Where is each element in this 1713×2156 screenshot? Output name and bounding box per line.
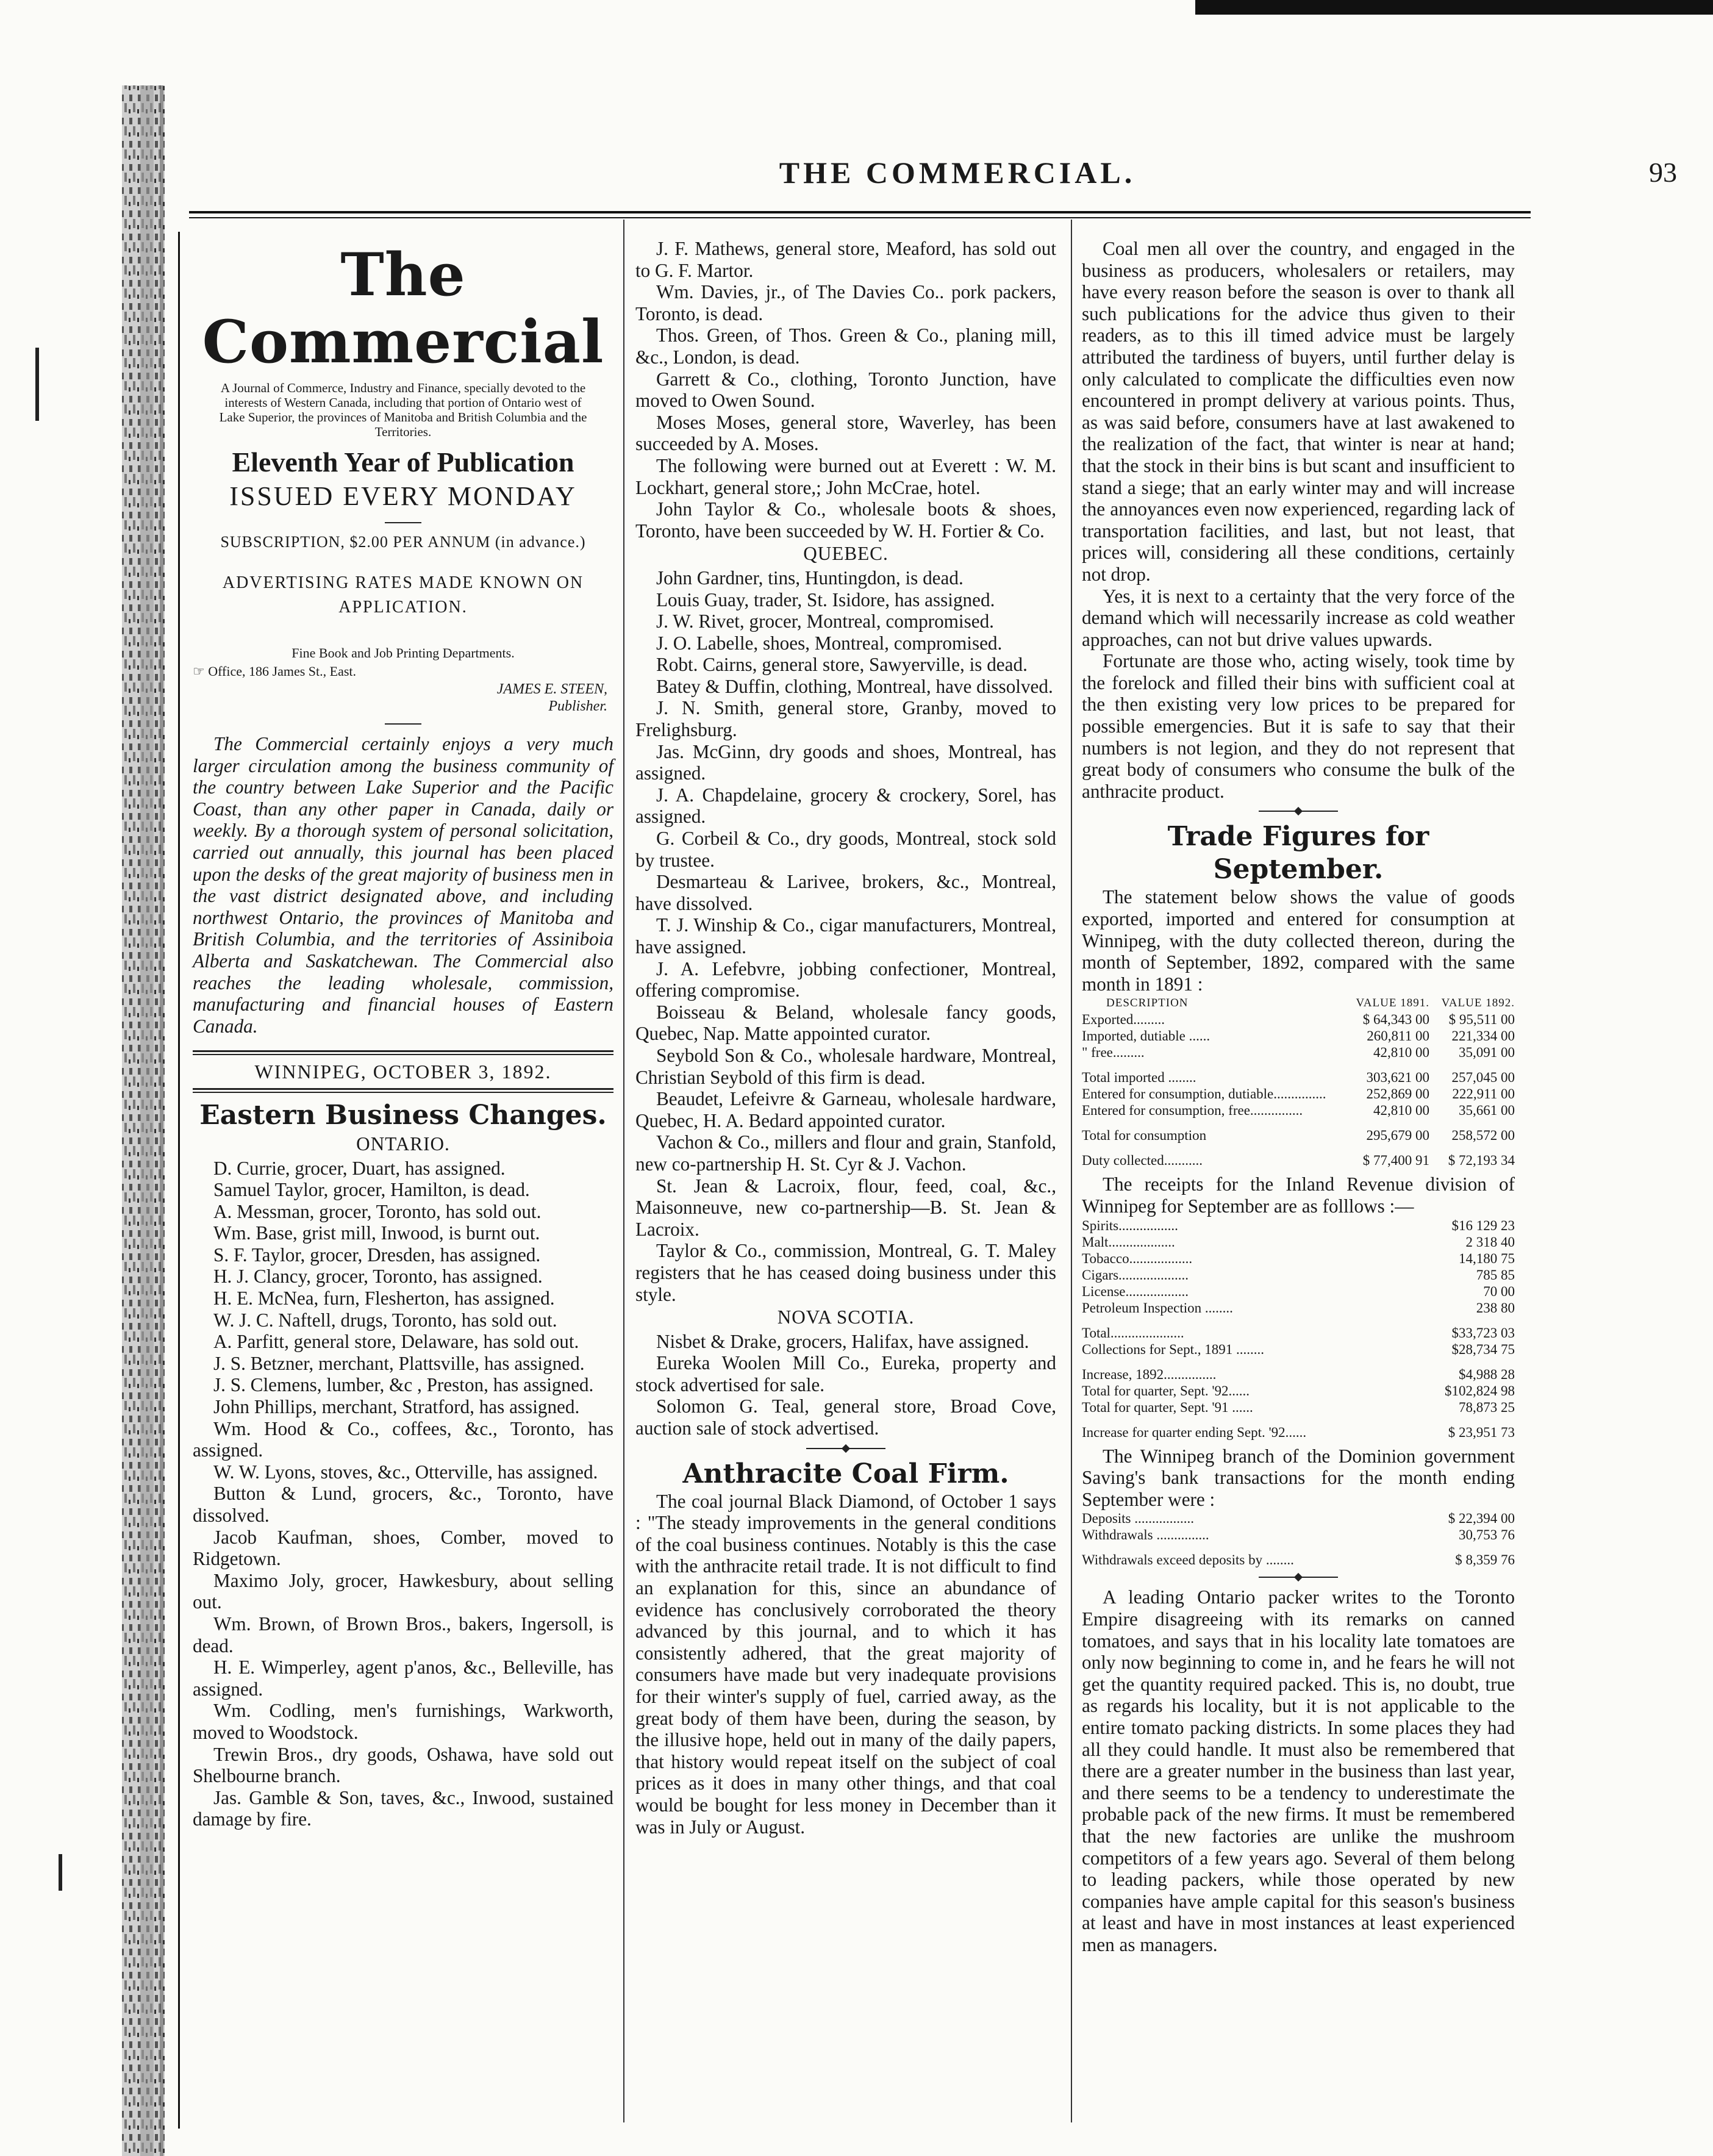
anthracite-heading: Anthracite Coal Firm. <box>682 1458 1009 1489</box>
list-item: Solomon G. Teal, general store, Broad Cove, auction sale of stock advertised. <box>635 1395 1056 1439</box>
table-row <box>1082 1543 1515 1568</box>
list-item: John Phillips, merchant, Stratford, has assigned. <box>213 1396 580 1418</box>
table-row <box>1082 1144 1515 1169</box>
trade-figures-table <box>1082 995 1515 1169</box>
office-address <box>193 662 613 681</box>
list-item: Wm. Codling, men's furnishings, Warkworth, moved to Woodstock. <box>193 1700 613 1743</box>
table-row <box>1082 1250 1515 1267</box>
table-row <box>1082 1383 1515 1399</box>
table-row <box>1082 1316 1515 1341</box>
list-item: J. O. Labelle, shoes, Montreal, compromised. <box>656 632 1003 654</box>
anthracite-paragraph: The coal journal Black Diamond, of October 1 says : "The steady improvements in the general conditions of the coal business continues. Notably is this the case with the anthracite retail trade. It is not difficult to find an explanation for this, since an abundance of evidence has conclusively corroborated the theory advanced by this journal, and to which it has consistently adhered, that the great majority of consumers have made but very inadequate provisions for their winter's supply of fuel, carried away, as the great body of them have been, during the season, by the illusive hope, held out in many of the daily papers, that history would repeat itself on the subject of coal prices as it does in many other things, and that coal would be bought for less money in December than it was in July or August. <box>635 1490 1056 1838</box>
anthracite-paragraph: Coal men all over the country, and engaged in the business as producers, wholesalers or retailers, may have every reason before the season is over to thank all such publications for the advice thus given to their readers, as to this ill timed advice must be largely attributed the tardiness of buyers, until further delay is only calculated to complicate the difficulties even now encountered in prompt delivery at various points. Thus, as was said before, consumers have at last awakened to the realization of the fact, that winter is near at hand; that the stock in their bins is but scant and insufficient to stand a siege; that an early winter may and will increase the annoyances even now experienced, regarding lack of transportation facilities, and last, but not least, that prices will, considering all these conditions, certainly not drop. <box>1082 238 1515 585</box>
list-item: Beaudet, Lefeivre & Garneau, wholesale hardware, Quebec, H. A. Bedard appointed curator. <box>635 1088 1056 1131</box>
row-label: Withdrawals ............... <box>1082 1527 1209 1543</box>
row-value: $ 23,951 73 <box>1448 1424 1515 1440</box>
receipt-rows <box>1082 1217 1515 1441</box>
savings-table <box>1082 1510 1515 1568</box>
scanned-page-edge <box>0 0 183 2156</box>
row-label: Petroleum Inspection ........ <box>1082 1300 1233 1316</box>
masthead-year: Eleventh Year of Publication <box>232 446 574 478</box>
publisher-title: Publisher. <box>548 698 607 714</box>
column-1 <box>193 238 613 1830</box>
list-item: D. Currie, grocer, Duart, has assigned. <box>213 1157 506 1179</box>
row-value: 14,180 75 <box>1459 1250 1515 1266</box>
list-item: H. J. Clancy, grocer, Toronto, has assigned. <box>213 1266 543 1288</box>
divider <box>385 522 421 523</box>
list-item: St. Jean & Lacroix, flour, feed, coal, &c., Maisonneuve, new co-partnership—B. St. Jean & Lacroix. <box>635 1175 1056 1240</box>
row-value: 35,661 00 <box>1459 1103 1515 1119</box>
list-item: Thos. Green, of Thos. Green & Co., planing mill, &c., London, is dead. <box>635 324 1056 368</box>
running-title: THE COMMERCIAL. <box>779 156 1136 190</box>
list-item: Taylor & Co., commission, Montreal, G. T. Maley registers that he has ceased doing business under this style. <box>635 1240 1056 1305</box>
list-item: H. E. Wimperley, agent p'anos, &c., Belleville, has assigned. <box>193 1656 613 1700</box>
list-item: Wm. Davies, jr., of The Davies Co.. pork packers, Toronto, is dead. <box>635 281 1056 324</box>
row-label: " free......... <box>1082 1045 1145 1061</box>
row-label: Deposits ................. <box>1082 1511 1194 1527</box>
row-value: $102,824 98 <box>1445 1383 1515 1399</box>
quebec-list <box>635 567 1056 1305</box>
row-label: Entered for consumption, dutiable............... <box>1082 1086 1326 1102</box>
publisher-name: JAMES E. STEEN, <box>496 681 607 697</box>
list-item: Batey & Duffin, clothing, Montreal, have dissolved. <box>656 675 1053 697</box>
row-value: $ 64,343 00 <box>1362 1012 1429 1028</box>
list-item: Trewin Bros., dry goods, Oshawa, have sold out Shelbourne branch. <box>193 1743 613 1787</box>
pointing-hand-icon: ☞ <box>193 664 205 679</box>
row-value: 303,621 00 <box>1366 1070 1429 1086</box>
row-value: $ 8,359 76 <box>1455 1552 1515 1568</box>
list-item: Garrett & Co., clothing, Toronto Junction, have moved to Owen Sound. <box>635 368 1056 412</box>
table-header-row <box>1082 995 1515 1011</box>
binding-mark <box>35 348 39 421</box>
row-value: 2 318 40 <box>1465 1234 1515 1250</box>
list-item: Louis Guay, trader, St. Isidore, has assigned. <box>656 589 995 611</box>
list-item: A. Parfitt, general store, Delaware, has sold out. <box>213 1331 579 1353</box>
row-label: Total..................... <box>1082 1325 1184 1341</box>
list-item: Moses Moses, general store, Waverley, has been succeeded by A. Moses. <box>635 411 1056 455</box>
row-label: Increase for quarter ending Sept. '92...... <box>1082 1424 1307 1440</box>
savings-rows <box>1082 1510 1515 1568</box>
row-value: $ 95,511 00 <box>1448 1012 1515 1028</box>
table-row <box>1082 1399 1515 1416</box>
section-separator <box>806 1448 885 1449</box>
table-header-cell: VALUE 1891. <box>1356 997 1429 1010</box>
receipts-intro: The receipts for the Inland Revenue division of Winnipeg for September are as folllows :— <box>1082 1173 1515 1217</box>
table-row <box>1082 1217 1515 1234</box>
list-item: J. F. Mathews, general store, Meaford, has sold out to G. F. Martor. <box>635 238 1056 281</box>
table-row <box>1082 1267 1515 1283</box>
ontario-subheading: ONTARIO. <box>356 1133 450 1155</box>
row-label: Increase, 1892............... <box>1082 1366 1217 1382</box>
table-row <box>1082 1341 1515 1358</box>
list-item: Wm. Hood & Co., coffees, &c., Toronto, has assigned. <box>193 1417 613 1461</box>
nova-scotia-subheading: NOVA SCOTIA. <box>777 1306 915 1328</box>
list-item: Jacob Kaufman, shoes, Comber, moved to Ridgetown. <box>193 1526 613 1570</box>
masthead <box>193 242 613 1037</box>
table-row <box>1082 1283 1515 1300</box>
row-label: Imported, dutiable ...... <box>1082 1028 1211 1044</box>
list-item: J. W. Rivet, grocer, Montreal, compromised. <box>656 611 994 632</box>
header-rule <box>189 217 1531 218</box>
list-item: G. Corbeil & Co., dry goods, Montreal, stock sold by trustee. <box>635 828 1056 871</box>
row-value: 221,334 00 <box>1451 1028 1515 1044</box>
column-rule <box>1071 220 1072 2122</box>
masthead-issued: ISSUED EVERY MONDAY <box>229 481 577 511</box>
table-row <box>1082 1119 1515 1144</box>
column-3 <box>1082 238 1515 1955</box>
list-item: S. F. Taylor, grocer, Dresden, has assigned. <box>213 1244 541 1266</box>
row-label: Total for quarter, Sept. '92...... <box>1082 1383 1250 1399</box>
list-item: Nisbet & Drake, grocers, Halifax, have assigned. <box>656 1330 1029 1352</box>
row-label: Tobacco.................. <box>1082 1250 1193 1266</box>
divider <box>385 723 421 725</box>
list-item: Maximo Joly, grocer, Hawkesbury, about selling out. <box>193 1569 613 1613</box>
row-label: Withdrawals exceed deposits by ........ <box>1082 1552 1294 1568</box>
row-value: 222,911 00 <box>1452 1086 1515 1102</box>
table-row <box>1082 1300 1515 1316</box>
subscription-price: SUBSCRIPTION, $2.00 PER ANNUM (in advance.) <box>220 533 586 551</box>
row-value: $33,723 03 <box>1451 1325 1515 1341</box>
table-row <box>1082 1358 1515 1383</box>
row-label: Exported......... <box>1082 1012 1165 1028</box>
ontario-list-continued <box>635 238 1056 542</box>
table-row <box>1082 1102 1515 1119</box>
table-row <box>1082 1234 1515 1250</box>
table-header-cell: DESCRIPTION <box>1106 997 1189 1010</box>
row-label: Total for quarter, Sept. '91 ...... <box>1082 1399 1253 1415</box>
circulation-notice: The Commercial certainly enjoys a very much larger circulation among the business community of the country between Lake Superior and the Pacific Coast, than any other paper in Canada, daily or weekly. By a thorough system of personal solicitation, carried out annually, this journal has been placed upon the desks of the great majority of business men in the vast district designated above, and including northwest Ontario, the provinces of Manitoba and British Columbia, and the territories of Assiniboia Alberta and Saskatchewan. The Commercial also reaches the leading wholesale, commission, manufacturing and financial houses of Eastern Canada. <box>193 733 613 1037</box>
row-value: 30,753 76 <box>1459 1527 1515 1543</box>
list-item: John Taylor & Co., wholesale boots & shoes, Toronto, have been succeeded by W. H. Fortier & Co. <box>635 498 1056 542</box>
trade-intro: The statement below shows the value of goods exported, imported and entered for consumption at Winnipeg, with the duty collected thereon, during the month of September, 1892, compared with the same month in 1891 : <box>1082 886 1515 995</box>
row-label: Total for consumption <box>1082 1128 1207 1144</box>
row-value: 258,572 00 <box>1451 1128 1515 1144</box>
table-header-cell: VALUE 1892. <box>1441 997 1515 1010</box>
column-2 <box>635 238 1056 1838</box>
row-value: 295,679 00 <box>1366 1128 1429 1144</box>
row-label: Duty collected........... <box>1082 1153 1203 1169</box>
list-item: Jas. Gamble & Son, taves, &c., Inwood, sustained damage by fire. <box>193 1786 613 1830</box>
list-item: Eureka Woolen Mill Co., Eureka, property and stock advertised for sale. <box>635 1352 1056 1395</box>
list-item: T. J. Winship & Co., cigar manufacturers, Montreal, have assigned. <box>635 914 1056 958</box>
row-value: $16 129 23 <box>1451 1217 1515 1233</box>
list-item: J. A. Chapdelaine, grocery & crockery, Sorel, has assigned. <box>635 784 1056 828</box>
masthead-title: The Commercial <box>202 240 604 376</box>
row-value: 42,810 00 <box>1373 1045 1429 1061</box>
row-value: 42,810 00 <box>1373 1103 1429 1119</box>
binding-mark <box>59 1854 62 1891</box>
row-value: 785 85 <box>1476 1267 1515 1283</box>
list-item: Jas. McGinn, dry goods and shoes, Montreal, has assigned. <box>635 740 1056 784</box>
row-value: $ 72,193 34 <box>1448 1153 1515 1169</box>
list-item: Button & Lund, grocers, &c., Toronto, have dissolved. <box>193 1483 613 1526</box>
list-item: Desmarteau & Larivee, brokers, &c., Montreal, have dissolved. <box>635 871 1056 914</box>
double-rule <box>193 1050 613 1055</box>
table-row <box>1082 1028 1515 1044</box>
list-item: Samuel Taylor, grocer, Hamilton, is dead. <box>213 1179 530 1201</box>
ontario-list <box>193 1158 613 1830</box>
tomato-paragraph: A leading Ontario packer writes to the Toronto Empire disagreeing with its remarks on canned tomatoes, and says that in his locality late tomatoes are only now beginning to come in, and he fears he will not get the quantity required packed. This is, no doubt, true as regards his locality, but it is not applicable to the entire tomato packing districts. In some places they had all they could handle. It must also be remembered that there are a greater number in the business than last year, and there seems to be a tendency to underestimate the probable pack of the new firms. It must be remembered that the new factories are unlike the mushroom competitors of a few years ago. Several of them belong to leading packers, while those operated by new companies have ample capital for this season's business at least and have in most instances at least experienced men as managers. <box>1082 1586 1515 1955</box>
printing-departments: Fine Book and Job Printing Departments. <box>291 645 515 661</box>
list-item: The following were burned out at Everett : W. M. Lockhart, general store,; John McCrae, hotel. <box>635 454 1056 498</box>
row-label: Spirits................. <box>1082 1217 1178 1233</box>
list-item: Robt. Cairns, general store, Sawyerville, is dead. <box>656 654 1028 676</box>
row-value: $4,988 28 <box>1459 1366 1515 1382</box>
row-label: Collections for Sept., 1891 ........ <box>1082 1341 1264 1357</box>
list-item: A. Messman, grocer, Toronto, has sold out. <box>213 1200 542 1222</box>
row-value: $ 77,400 91 <box>1362 1153 1429 1169</box>
page-number: 93 <box>1649 157 1677 188</box>
row-value: 238 80 <box>1476 1300 1515 1316</box>
list-item: J. N. Smith, general store, Granby, moved to Frelighsburg. <box>635 697 1056 741</box>
row-value: 257,045 00 <box>1451 1070 1515 1086</box>
list-item: W. J. C. Naftell, drugs, Toronto, has sold out. <box>213 1309 557 1331</box>
list-item: H. E. McNea, furn, Flesherton, has assigned. <box>213 1288 555 1309</box>
header-rule <box>189 211 1531 213</box>
row-value: 70 00 <box>1483 1283 1515 1299</box>
table-row <box>1082 1086 1515 1102</box>
scan-top-bar <box>1195 0 1713 15</box>
row-value: $28,734 75 <box>1451 1341 1515 1357</box>
masthead-description: A Journal of Commerce, Industry and Finance, specially devoted to the interests of Western Canada, including that portion of Ontario west of Lake Superior, the provinces of Manitoba and British Columbia and the Territories. <box>219 381 587 439</box>
section-separator <box>1259 1577 1338 1578</box>
running-head <box>183 155 1695 192</box>
row-label: Malt................... <box>1082 1234 1175 1250</box>
list-item: J. A. Lefebvre, jobbing confectioner, Montreal, offering compromise. <box>635 958 1056 1001</box>
receipts-table <box>1082 1217 1515 1441</box>
row-value: 78,873 25 <box>1459 1399 1515 1415</box>
table-row <box>1082 1061 1515 1086</box>
row-label: Cigars.................... <box>1082 1267 1189 1283</box>
nova-scotia-list <box>635 1331 1056 1439</box>
eastern-business-heading: Eastern Business Changes. <box>199 1099 607 1131</box>
row-value: 252,869 00 <box>1366 1086 1429 1102</box>
list-item: J. S. Clemens, lumber, &c , Preston, has assigned. <box>213 1374 594 1396</box>
advertising-rates: ADVERTISING RATES MADE KNOWN ON APPLICATION. <box>222 573 584 617</box>
list-item: Wm. Base, grist mill, Inwood, is burnt out. <box>213 1222 540 1244</box>
row-label: Entered for consumption, free............... <box>1082 1103 1303 1119</box>
savings-intro: The Winnipeg branch of the Dominion government Saving's bank transactions for the month ending September were : <box>1082 1445 1515 1510</box>
section-separator <box>1259 811 1338 812</box>
row-value: 35,091 00 <box>1459 1045 1515 1061</box>
table-row <box>1082 1011 1515 1028</box>
table-row <box>1082 1510 1515 1527</box>
double-rule <box>193 1088 613 1093</box>
column-rule <box>623 220 624 2122</box>
anthracite-paragraph: Yes, it is next to a certainty that the very force of the demand which will necessarily increase as cold weather approaches, can not but drive values upwards. <box>1082 585 1515 650</box>
list-item: Boisseau & Beland, wholesale fancy goods, Quebec, Nap. Matte appointed curator. <box>635 1001 1056 1045</box>
row-label: License.................. <box>1082 1283 1189 1299</box>
row-label: Total imported ........ <box>1082 1070 1196 1086</box>
trade-figures-heading: Trade Figures for September. <box>1167 821 1429 886</box>
office-address-text: Office, 186 James St., East. <box>208 664 357 679</box>
list-item: W. W. Lyons, stoves, &c., Otterville, has assigned. <box>213 1461 598 1483</box>
table-row <box>1082 1044 1515 1061</box>
list-item: Vachon & Co., millers and flour and grain, Stanfold, new co-partnership H. St. Cyr & J. Vachon. <box>635 1131 1056 1175</box>
row-value: $ 22,394 00 <box>1448 1511 1515 1527</box>
list-item: J. S. Betzner, merchant, Plattsville, has assigned. <box>213 1352 585 1374</box>
dateline: WINNIPEG, OCTOBER 3, 1892. <box>254 1061 552 1083</box>
list-item: John Gardner, tins, Huntingdon, is dead. <box>656 567 964 589</box>
table-row <box>1082 1416 1515 1441</box>
list-item: Seybold Son & Co., wholesale hardware, Montreal, Christian Seybold of this firm is dead. <box>635 1044 1056 1088</box>
trade-rows <box>1082 1011 1515 1169</box>
row-value: 260,811 00 <box>1367 1028 1429 1044</box>
list-item: Wm. Brown, of Brown Bros., bakers, Ingersoll, is dead. <box>193 1613 613 1656</box>
table-row <box>1082 1527 1515 1543</box>
quebec-subheading: QUEBEC. <box>803 543 889 565</box>
anthracite-paragraph: Fortunate are those who, acting wisely, took time by the forelock and filled their bins with sufficient coal at the then existing very low prices to be prepared for possible emergencies. But it is safe to say that their numbers is not legion, and they do not represent that great body of consumers who consume the bulk of the anthracite product. <box>1082 650 1515 802</box>
